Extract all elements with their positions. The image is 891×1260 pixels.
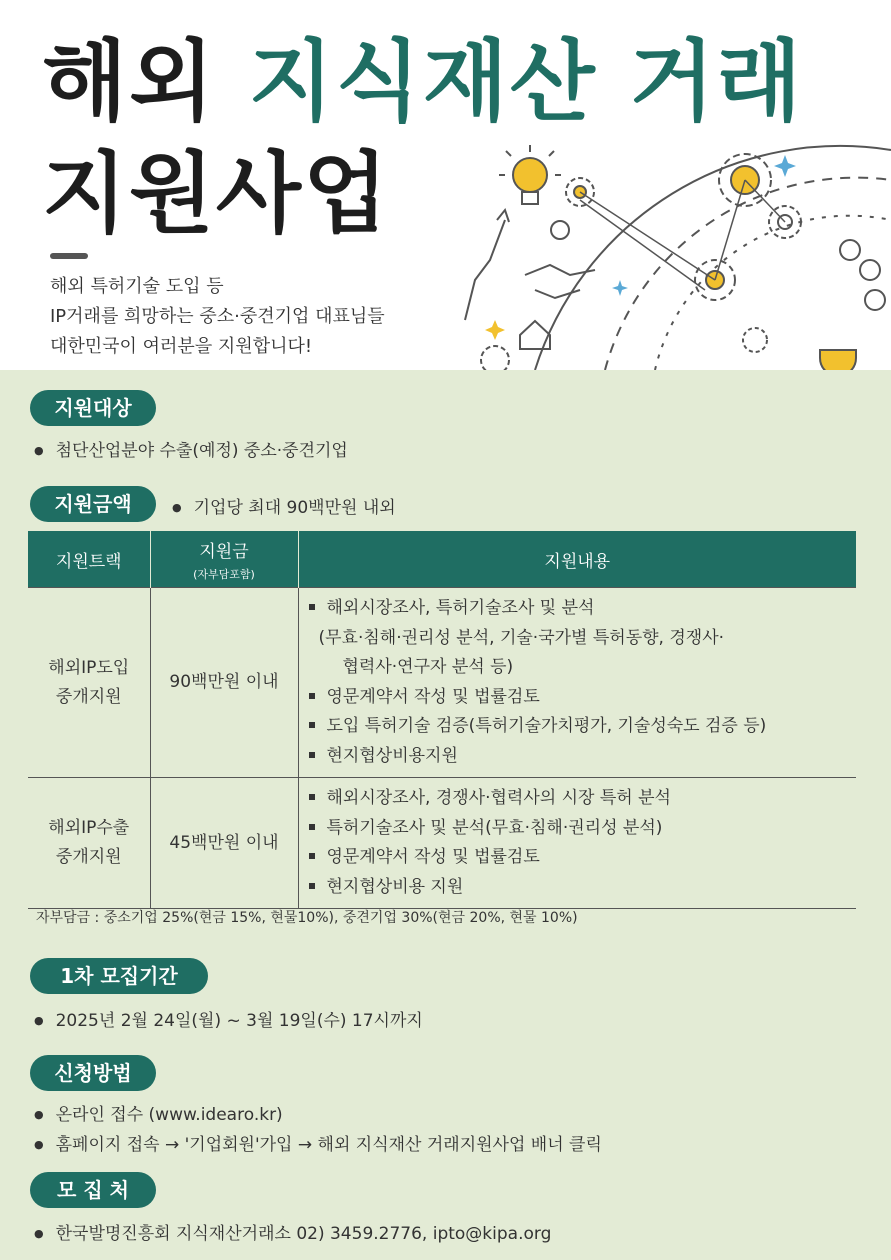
hero-section [0, 0, 891, 370]
track-line-1: 해외IP수출 [48, 818, 130, 839]
contact-item: ● 한국발명진흥회 지식재산거래소 02) 3459.2776, ipto@kipa.org [34, 1219, 551, 1244]
support-track-table [28, 531, 856, 909]
people-icon [840, 240, 885, 310]
list-item-continuation: 협력사·연구자 분석 등) [342, 657, 514, 677]
amount-summary: ● 기업당 최대 90백만원 내외 [172, 493, 396, 518]
period-item: ● 2025년 2월 24일(월) ~ 3월 19일(수) 17시까지 [34, 1006, 423, 1031]
handshake-icon [525, 265, 595, 298]
ip-trade-illustration [455, 140, 891, 370]
square-bullet-icon [309, 604, 315, 610]
list-item: 해외시장조사, 특허기술조사 및 분석 [309, 594, 857, 624]
square-bullet-icon [309, 824, 315, 830]
track-line-2: 중개지원 [55, 847, 122, 867]
list-item: 특허기술조사 및 분석(무효·침해·권리성 분석) [309, 814, 857, 844]
content-section [0, 370, 891, 1260]
content-cell [298, 778, 856, 909]
table-row [28, 778, 856, 909]
section-label-method: 신청방법 [30, 1055, 156, 1091]
square-bullet-icon [309, 853, 315, 859]
square-bullet-icon [309, 883, 315, 889]
search-icon [551, 221, 569, 239]
square-bullet-icon [309, 752, 315, 758]
header-amount [150, 531, 298, 588]
title-part-2: 지식재산 거래 [248, 30, 804, 133]
table-header-row [28, 531, 856, 588]
content-cell [298, 588, 856, 778]
self-payment-note: 자부담금 : 중소기업 25%(현금 15%, 현물10%), 중견기업 30%(현금 20%, 현물 10%) [36, 910, 578, 926]
method-item: ● 온라인 접수 (www.idearo.kr) [34, 1100, 283, 1125]
list-item-continuation: (무효·침해·권리성 분석, 기술·국가별 특허동향, 경쟁사· [318, 627, 725, 648]
subtitle-line-2: IP거래를 희망하는 중소·중견기업 대표님들 [50, 306, 385, 327]
square-bullet-icon [309, 794, 315, 800]
track-line-1: 해외IP도입 [48, 657, 130, 678]
list-item: 영문계약서 작성 및 법률검토 [309, 843, 857, 873]
list-item: 현지협상비용 지원 [309, 873, 857, 903]
lightbulb-icon [499, 145, 561, 204]
table-row [28, 588, 856, 778]
page-title [42, 30, 804, 133]
target-item: ● 첨단산업분야 수출(예정) 중소·중견기업 [34, 436, 348, 461]
section-label-period: 1차 모집기간 [30, 958, 208, 994]
arrow-up-icon [465, 210, 509, 320]
track-cell [28, 588, 150, 778]
track-line-2: 중개지원 [55, 686, 122, 707]
header-amount-label: 지원금 [199, 541, 249, 562]
title-line-2: 지원사업 [42, 142, 391, 245]
house-icon [520, 321, 550, 349]
method-item: ● 홈페이지 접속 → '기업회원'가입 → 해외 지식재산 거래지원사업 배너 클릭 [34, 1130, 602, 1155]
list-item: 도입 특허기술 검증(특허기술가치평가, 기술성숙도 검증 등) [309, 712, 857, 742]
trophy-icon [820, 350, 856, 370]
section-label-target: 지원대상 [30, 390, 156, 426]
section-label-contact: 모 집 처 [30, 1172, 156, 1208]
title-part-1: 해외 [42, 30, 217, 133]
square-bullet-icon [309, 722, 315, 728]
header-content: 지원내용 [298, 531, 856, 588]
subtitle-line-1: 해외 특허기술 도입 등 [50, 276, 224, 297]
amount-cell: 45백만원 이내 [150, 778, 298, 909]
header-amount-sub: (자부담포함) [193, 567, 255, 581]
list-item: 영문계약서 작성 및 법률검토 [309, 683, 857, 713]
list-item: 현지협상비용지원 [309, 742, 857, 772]
square-bullet-icon [309, 693, 315, 699]
header-track: 지원트랙 [28, 531, 150, 588]
title-divider [50, 253, 88, 259]
track-cell [28, 778, 150, 909]
amount-cell: 90백만원 이내 [150, 588, 298, 778]
subtitle-line-3: 대한민국이 여러분을 지원합니다! [50, 336, 313, 357]
list-item: 해외시장조사, 경쟁사·협력사의 시장 특허 분석 [309, 784, 857, 814]
section-label-amount: 지원금액 [30, 486, 156, 522]
